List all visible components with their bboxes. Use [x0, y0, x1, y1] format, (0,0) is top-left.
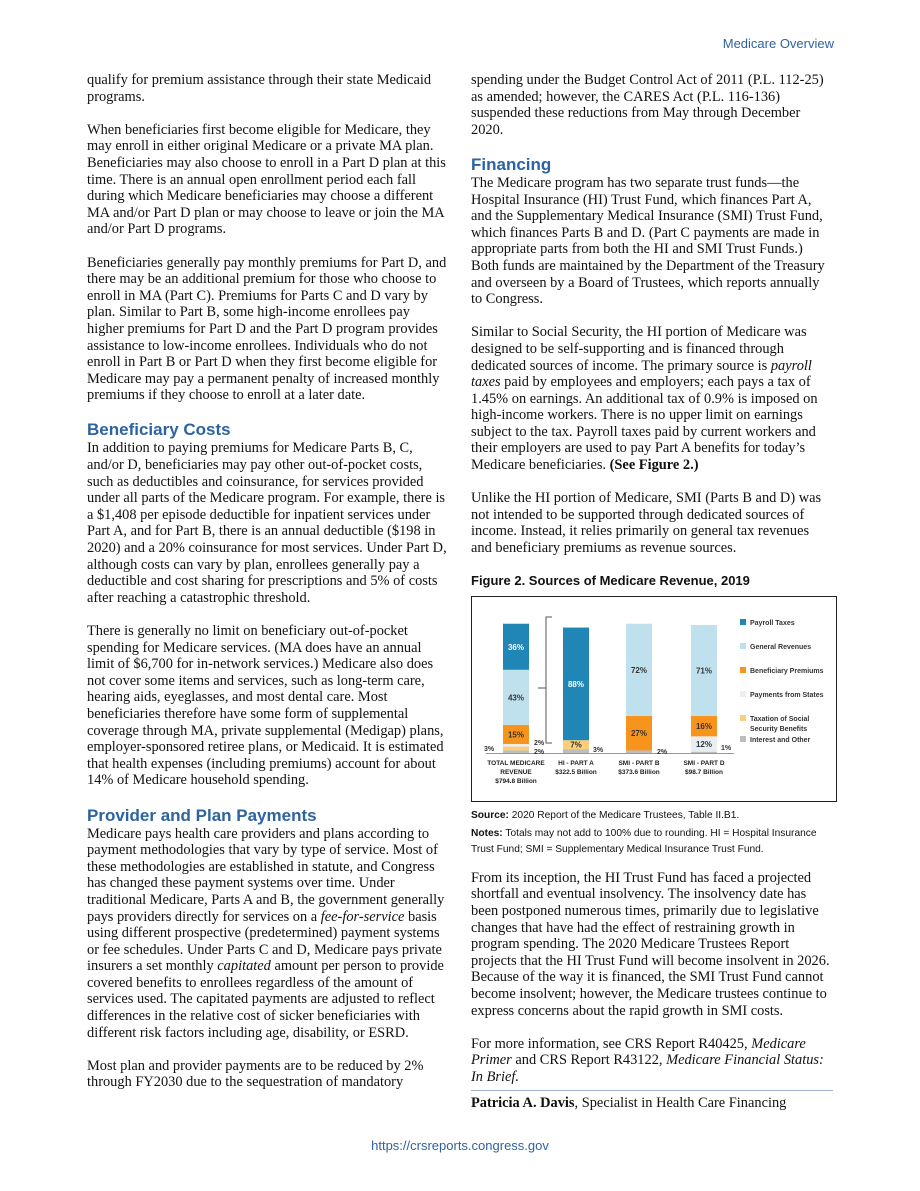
category-label: TOTAL MEDICARE — [487, 759, 545, 767]
data-label: 88% — [567, 679, 585, 689]
paragraph: For more information, see CRS Report R40425, Medicare Primer and CRS Report R43122, Medicare Financial Status: In Brief. — [471, 1035, 824, 1085]
category-label: $373.6 Billion — [618, 768, 660, 776]
paragraph: Unlike the HI portion of Medicare, SMI (Parts B and D) was not intended to be supported through dedicated sources of income. Instead, it relies primarily on general tax revenues and beneficiary premiums as revenue sources. — [471, 490, 822, 557]
data-label: 71% — [695, 666, 713, 676]
paragraph: spending under the Budget Control Act of 2011 (P.L. 112-25) as amended; however, the CARES Act (P.L. 116-136) suspended these reductions from May through December 2020. — [471, 72, 824, 138]
data-label: 27% — [630, 728, 648, 738]
legend-swatch — [740, 667, 746, 673]
left-column — [87, 72, 449, 1108]
paragraph: When beneficiaries first become eligible for Medicare, they may enroll in either original Medicare or a private MA plan. Beneficiaries may also choose to enroll in a Part D plan at this time. There is an annual open enrollment period each fall during which Medicare beneficiaries may choose a different MA and/or Part D plan or may choose to leave or join the MA and/or Part D programs. — [87, 121, 446, 238]
bar-segment — [626, 750, 652, 753]
data-label: 3% — [484, 745, 495, 753]
figure-title: Figure 2. Sources of Medicare Revenue, 2019 — [471, 573, 750, 589]
data-label: 1% — [721, 744, 732, 752]
right-column — [471, 72, 833, 1128]
category-label: HI - PART A — [558, 759, 594, 767]
data-label: 2% — [657, 748, 668, 756]
legend-label: General Revenues — [750, 643, 812, 651]
source-note: Source: 2020 Report of the Medicare Trustees, Table II.B1. — [471, 809, 740, 821]
figure-notes — [471, 808, 833, 858]
divider — [471, 1090, 833, 1091]
paragraph: The Medicare program has two separate trust funds—the Hospital Insurance (HI) Trust Fund, which finances Part A, and the Supplementary Medical Insurance (SMI) Trust Fund, which finances Parts B and D. (Part C payments are made in appropriate parts from both the HI and SMI Trust Funds.) Both funds are maintained by the Department of the Treasury and overseen by a Board of Trustees, which reports annually to Congress. — [471, 174, 825, 308]
paragraph: Beneficiaries generally pay monthly premiums for Part D, and there may be an additional premium for those who choose to enroll in MA (Part C). Premiums for Parts C and D vary by plan. Similar to Part B, some high-income enrollees pay higher premiums for Part D and the Part D program provides assistance to low-income enrollees. Individuals who do not enroll in Part B or Part D when they first become eligible for Medicare may pay a permanent penalty of increased monthly premiums if they choose to enroll at a later date. — [87, 254, 447, 404]
legend-label: Payments from States — [750, 691, 824, 699]
paragraph: Similar to Social Security, the HI portion of Medicare was designed to be self-supporting and is financed through dedicated sources of income. The primary source is payroll taxes paid by employees and employers; each pays a tax of 1.45% on earnings. An additional tax of 0.9% is imposed on high-income workers. There is no upper limit on earnings subject to the tax. Payroll taxes paid by current workers and their employers are used to pay Part A benefits for today’s Medicare beneficiaries. (See Figure 2.) — [471, 324, 818, 474]
bar-segment — [503, 750, 529, 753]
running-header: Medicare Overview — [722, 36, 834, 51]
data-label: 16% — [695, 721, 713, 731]
category-label: $794.8 Billion — [495, 777, 537, 785]
stacked-bar-chart — [472, 597, 838, 803]
bar-segment — [503, 746, 529, 750]
bar-segment — [691, 752, 717, 753]
data-label: 3% — [593, 746, 604, 754]
legend-label: Interest and Other — [750, 736, 811, 744]
notes-note: Notes: Totals may not add to 100% due to rounding. HI = Hospital Insurance Trust Fund; SMI = Supplementary Medical Insurance Trust Fund. — [471, 827, 817, 855]
legend-swatch — [740, 736, 746, 742]
paragraph: There is generally no limit on beneficiary out-of-pocket spending for Medicare services. (MA does have an annual limit of $6,700 for in-network services.) Medicare also does not cover some items and services, such as long-term care, hearing aids, eyeglasses, and most dental care. Most beneficiaries therefore have some form of supplemental coverage through MA, private supplemental (Medigap) plans, employer-sponsored retiree plans, or Medicaid. It is estimated that health expenses (including premiums) account for about 14% of Medicare household spending. — [87, 623, 444, 789]
data-label: 7% — [570, 740, 582, 750]
legend-label: Beneficiary Premiums — [750, 667, 824, 675]
legend-label: Taxation of Social — [750, 715, 810, 723]
paragraph: From its inception, the HI Trust Fund has faced a projected shortfall and eventual insolvency. The insolvency date has been postponed numerous times, primarily due to legislative changes that have had the effect of restraining growth in program spending. The 2020 Medicare Trustees Report projects that the HI Trust Fund will become insolvent in 2026. Because of the way it is financed, the SMI Trust Fund cannot become insolvent; however, the Medicare trustees continue to express concerns about the rapid growth in SMI costs. — [471, 869, 830, 1019]
data-label: 2% — [534, 748, 545, 756]
data-label: 2% — [534, 739, 545, 747]
section-heading-beneficiary-costs: Beneficiary Costs — [87, 420, 231, 440]
legend-swatch — [740, 691, 746, 697]
section-heading-financing: Financing — [471, 154, 552, 174]
data-label: 72% — [630, 665, 648, 675]
author-line: Patricia A. Davis, Specialist in Health Care Financing — [471, 1094, 787, 1111]
legend-swatch — [740, 619, 746, 625]
legend-swatch — [740, 643, 746, 649]
bar-segment — [503, 744, 529, 747]
paragraph: Medicare pays health care providers and plans according to payment methodologies that vary by type of service. Most of these methodologies are established in statute, and Congress has changed these payment systems over time. Under traditional Medicare, Parts A and B, the government generally pays providers directly for services on a fee-for-service basis using different prospective (predetermined) payment systems or fee schedules. Under Parts C and D, Medicare pays private insurers a set monthly capitated amount per person to provide covered benefits to enrollees regardless of the amount of services used. The capitated payments are adjusted to reflect differences in the relative cost of sicker beneficiaries with different risk factors including age, disability, or ESRD. — [87, 825, 445, 1041]
bracket-connector — [538, 617, 552, 743]
category-label: SMI - PART D — [683, 759, 725, 767]
bar-segment — [563, 749, 589, 753]
figure-chart — [471, 596, 837, 802]
paragraph: qualify for premium assistance through their state Medicaid programs. — [87, 72, 432, 105]
category-label: $322.5 Billion — [555, 768, 597, 776]
paragraph: In addition to paying premiums for Medicare Parts B, C, and/or D, beneficiaries may pay other out-of-pocket costs, such as deductibles and coinsurance, for services provided under all parts of the Medicare program. For example, there is a $1,408 per episode deductible for inpatient services under Part A, and for Part B, there is an annual deductible ($198 in 2020) and a 20% coinsurance for most services. Under Part D, although costs can vary by plan, enrollees generally pay a deductible and cost sharing for prescriptions and 5% of costs after reaching a catastrophic threshold. — [87, 440, 447, 606]
category-label: $98.7 Billion — [685, 768, 723, 776]
data-label: 43% — [507, 693, 525, 703]
data-label: 36% — [507, 642, 525, 652]
footer-url[interactable]: https://crsreports.congress.gov — [371, 1138, 549, 1153]
data-label: 15% — [507, 730, 525, 740]
category-label: REVENUE — [500, 768, 532, 776]
legend-swatch — [740, 715, 746, 721]
section-heading-provider-payments: Provider and Plan Payments — [87, 805, 317, 825]
data-label: 12% — [695, 739, 713, 749]
paragraph: Most plan and provider payments are to be reduced by 2% through FY2030 due to the sequestration of mandatory — [87, 1057, 424, 1091]
legend-label: Security Benefits — [750, 725, 808, 733]
category-label: SMI - PART B — [618, 759, 660, 767]
legend-label: Payroll Taxes — [750, 619, 795, 627]
